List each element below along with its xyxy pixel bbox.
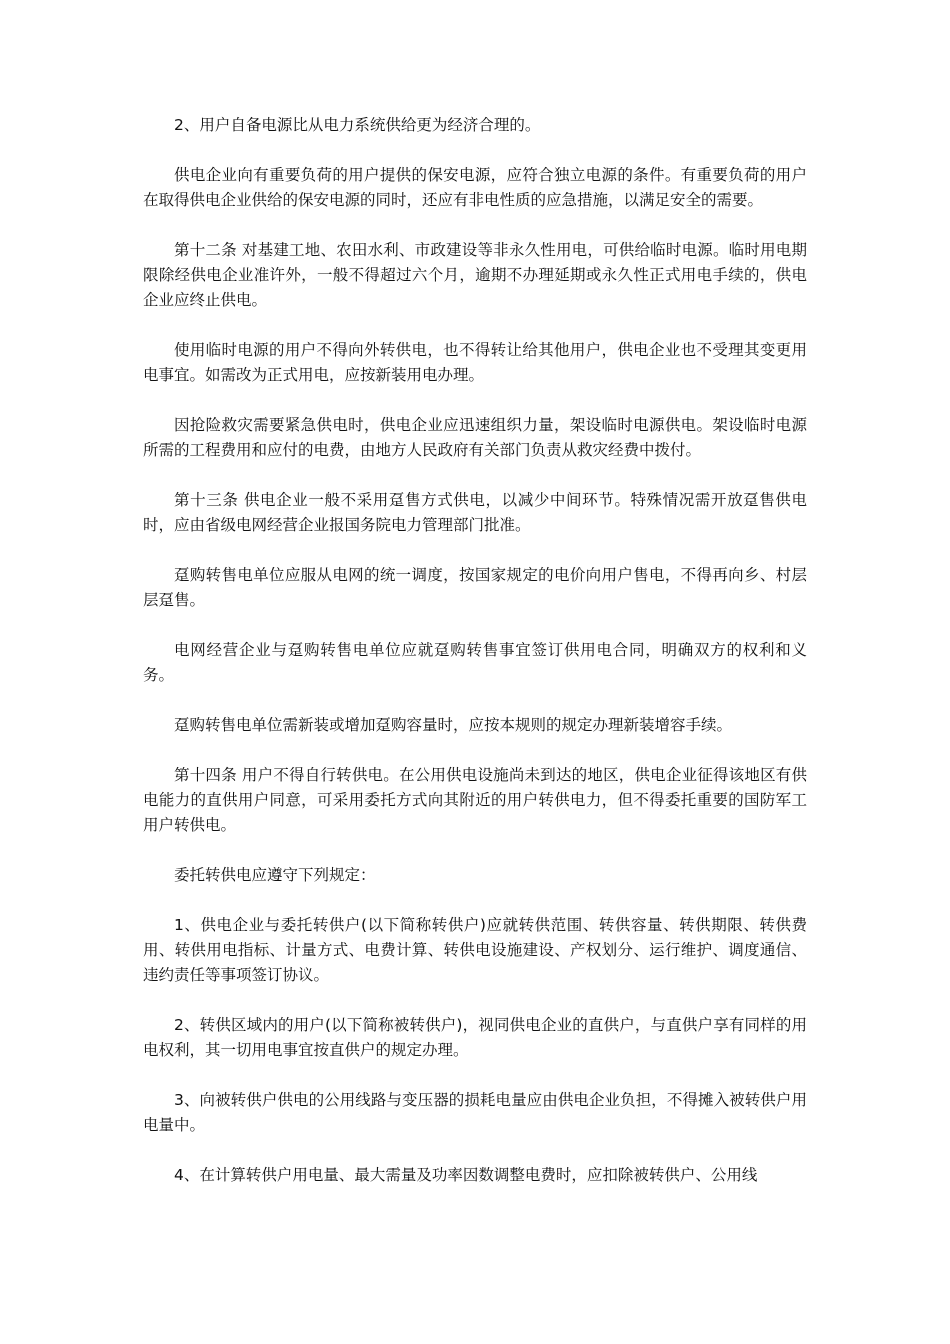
paragraph-5: 因抢险救灾需要紧急供电时，供电企业应迅速组织力量，架设临时电源供电。架设临时电源所需的工程费用和应付的电费，由地方人民政府有关部门负责从救灾经费中拨付。: [143, 416, 807, 459]
paragraph-2: 供电企业向有重要负荷的用户提供的保安电源，应符合独立电源的条件。有重要负荷的用户在取得供电企业供给的保安电源的同时，还应有非电性质的应急措施，以满足安全的需要。: [143, 166, 807, 209]
paragraph-8: 电网经营企业与趸购转售电单位应就趸购转售事宜签订供用电合同，明确双方的权利和义务。: [143, 641, 807, 684]
paragraph-12: 1、供电企业与委托转供户(以下简称转供户)应就转供范围、转供容量、转供期限、转供费用、转供用电指标、计量方式、电费计算、转供电设施建设、产权划分、运行维护、调度通信、违约责任等事项签订协议。: [143, 916, 807, 984]
paragraph-10: 第十四条 用户不得自行转供电。在公用供电设施尚未到达的地区，供电企业征得该地区有供电能力的直供用户同意，可采用委托方式向其附近的用户转供电力，但不得委托重要的国防军工用户转供电。: [143, 766, 807, 834]
paragraph-9: 趸购转售电单位需新装或增加趸购容量时，应按本规则的规定办理新装增容手续。: [174, 716, 733, 734]
paragraph-6: 第十三条 供电企业一般不采用趸售方式供电，以减少中间环节。特殊情况需开放趸售供电时，应由省级电网经营企业报国务院电力管理部门批准。: [143, 491, 807, 534]
paragraph-15: 4、在计算转供户用电量、最大需量及功率因数调整电费时，应扣除被转供户、公用线: [174, 1166, 758, 1184]
paragraph-4: 使用临时电源的用户不得向外转供电，也不得转让给其他用户，供电企业也不受理其变更用电事宜。如需改为正式用电，应按新装用电办理。: [143, 341, 807, 384]
paragraph-3: 第十二条 对基建工地、农田水利、市政建设等非永久性用电，可供给临时电源。临时用电期限除经供电企业准许外，一般不得超过六个月，逾期不办理延期或永久性正式用电手续的，供电企业应终止供电。: [143, 241, 807, 309]
paragraph-14: 3、向被转供户供电的公用线路与变压器的损耗电量应由供电企业负担，不得摊入被转供户用电量中。: [143, 1091, 807, 1134]
paragraph-13: 2、转供区域内的用户(以下简称被转供户)，视同供电企业的直供户，与直供户享有同样的用电权利，其一切用电事宜按直供户的规定办理。: [143, 1016, 807, 1059]
document-page: [143, 113, 807, 1188]
paragraph-11: 委托转供电应遵守下列规定：: [174, 866, 376, 884]
paragraph-1: 2、用户自备电源比从电力系统供给更为经济合理的。: [174, 116, 541, 134]
paragraph-7: 趸购转售电单位应服从电网的统一调度，按国家规定的电价向用户售电，不得再向乡、村层层趸售。: [143, 566, 807, 609]
